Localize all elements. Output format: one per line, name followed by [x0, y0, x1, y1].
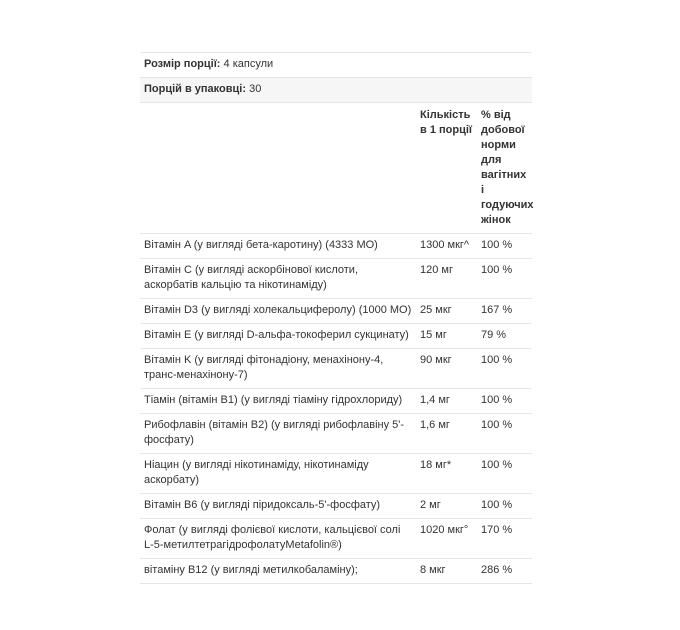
table-row	[140, 493, 532, 518]
nutrient-percent: 100 %	[481, 239, 513, 251]
table-row	[140, 558, 532, 584]
nutrient-name: вітаміну B12 (у вигляді метилкобаламіну);	[144, 564, 358, 576]
header-percent: % від добової норми для вагітних і годуючих жінок	[481, 109, 534, 226]
nutrient-name: Вітамін E (у вигляді D-альфа-токоферил сукцинату)	[144, 329, 409, 341]
nutrient-name: Ніацин (у вигляді нікотинаміду, нікотинаміду аскорбату)	[144, 459, 369, 486]
nutrient-percent: 79 %	[481, 329, 507, 341]
serving-size-value: 4 капсули	[223, 58, 274, 70]
nutrient-percent: 100 %	[481, 264, 513, 276]
serving-size-label: Розмір порції:	[144, 58, 221, 70]
servings-per-container-value: 30	[249, 83, 262, 95]
nutrient-percent: 167 %	[481, 304, 513, 316]
nutrient-percent: 286 %	[481, 564, 513, 576]
nutrient-amount: 8 мкг	[420, 564, 446, 576]
table-row	[140, 413, 532, 453]
nutrient-name: Вітамін A (у вигляді бета-каротину) (4333 МО)	[144, 239, 378, 251]
nutrient-percent: 100 %	[481, 499, 513, 511]
supplement-facts-table	[140, 52, 532, 584]
nutrient-amount: 90 мкг	[420, 354, 452, 366]
header-empty-cell	[140, 103, 416, 222]
servings-per-container-row	[140, 77, 532, 102]
nutrient-percent: 100 %	[481, 394, 513, 406]
nutrient-amount: 18 мг*	[420, 459, 452, 471]
table-row	[140, 348, 532, 388]
nutrient-amount: 15 мг	[420, 329, 447, 341]
nutrient-amount: 25 мкг	[420, 304, 452, 316]
table-row	[140, 518, 532, 558]
header-amount: Кількість в 1 порції	[420, 109, 472, 136]
nutrient-name: Вітамін C (у вигляді аскорбінової кислоти, аскорбатів кальцію та нікотинаміду)	[144, 264, 359, 291]
nutrient-percent: 170 %	[481, 524, 513, 536]
table-header-row	[140, 102, 532, 233]
table-row	[140, 453, 532, 493]
table-row	[140, 298, 532, 323]
nutrient-amount: 1300 мкг^	[420, 239, 470, 251]
nutrient-amount: 120 мг	[420, 264, 453, 276]
nutrient-percent: 100 %	[481, 354, 513, 366]
nutrient-percent: 100 %	[481, 419, 513, 431]
table-row	[140, 388, 532, 413]
nutrient-name: Тіамін (вітамін B1) (у вигляді тіаміну гідрохлориду)	[144, 394, 403, 406]
nutrient-name: Вітамін D3 (у вигляді холекальциферолу) (1000 МО)	[144, 304, 412, 316]
nutrient-name: Вітамін B6 (у вигляді піридоксаль-5'-фосфату)	[144, 499, 381, 511]
table-row	[140, 233, 532, 258]
table-row	[140, 323, 532, 348]
nutrient-name: Вітамін K (у вигляді фітонадіону, менахінону-4, транс-менахінону-7)	[144, 354, 384, 381]
nutrient-amount: 1020 мкг°	[420, 524, 469, 536]
nutrient-amount: 1,4 мг	[420, 394, 450, 406]
nutrient-percent: 100 %	[481, 459, 513, 471]
nutrient-name: Рибофлавін (вітамін B2) (у вигляді рибофлавіну 5'-фосфату)	[144, 419, 405, 446]
serving-size-row	[140, 52, 532, 77]
nutrient-name: Фолат (у вигляді фолієвої кислоти, кальцієвої солі L-5-метилтетрагідрофолатуMetafolin®)	[144, 524, 401, 551]
table-row	[140, 258, 532, 298]
nutrient-amount: 1,6 мг	[420, 419, 450, 431]
servings-per-container-label: Порцій в упаковці:	[144, 83, 247, 95]
nutrient-amount: 2 мг	[420, 499, 441, 511]
